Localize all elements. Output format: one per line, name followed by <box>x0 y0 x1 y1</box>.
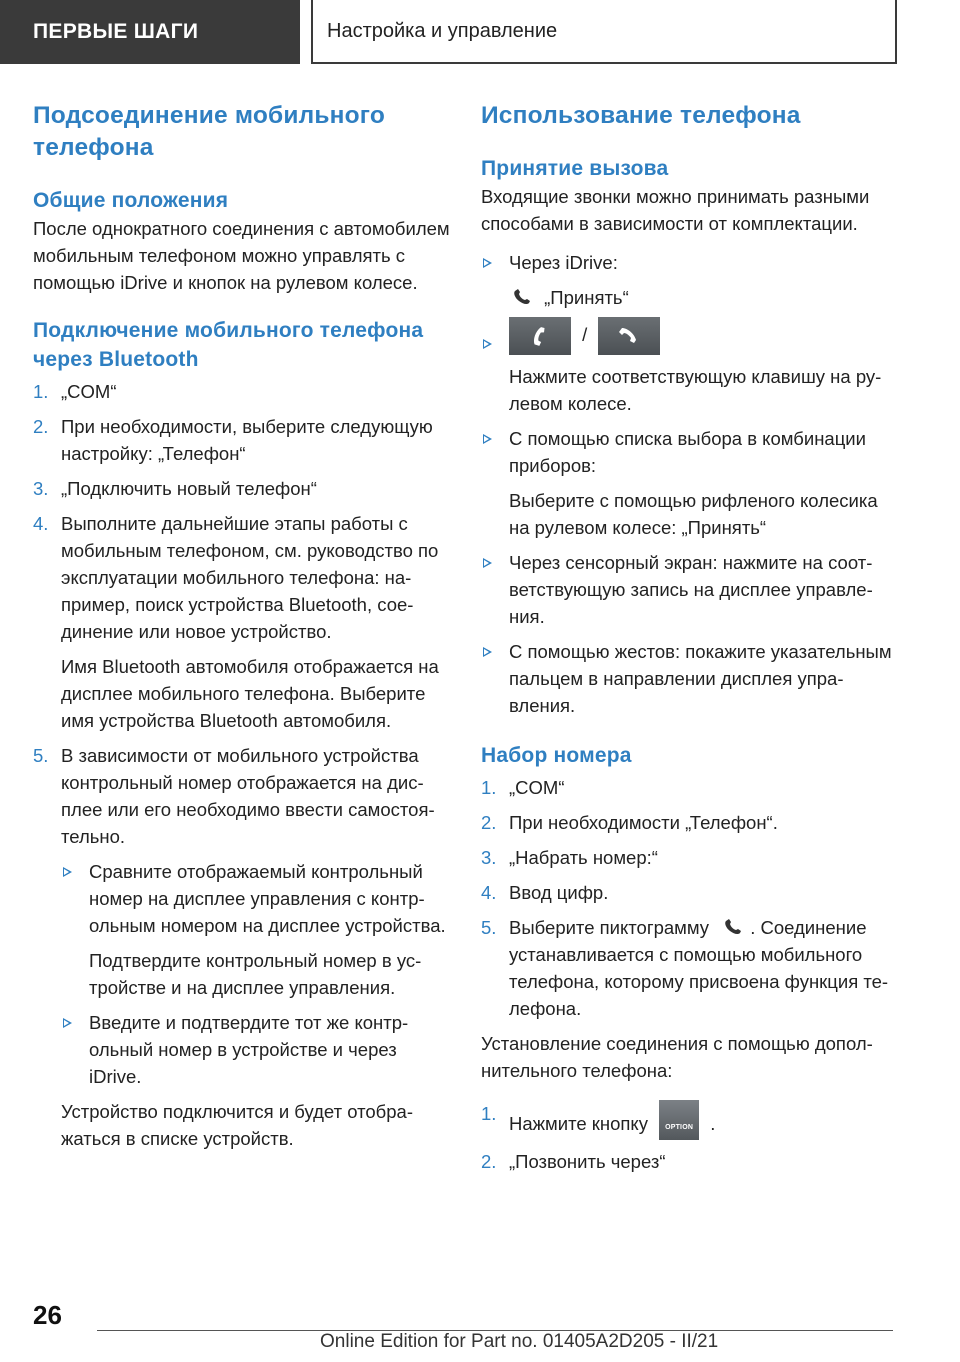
bullet-item <box>61 1009 453 1090</box>
bullet-item <box>481 425 901 541</box>
footer-edition: Online Edition for Part no. 01405A2D205 - II/21 <box>320 1331 719 1352</box>
list-item <box>33 742 453 1152</box>
option-button-icon: OPTION <box>659 1100 699 1140</box>
triangle-bullet-icon <box>483 434 492 444</box>
heading-use-phone: Использование телефона <box>481 102 801 129</box>
step-text: Выполните дальнейшие этапы работы с мобильным телефоном, см. руководство по эксплуатации мобильного телефона: например, поиск устройства Bluetooth, соединение или новое устройство. <box>61 513 439 642</box>
step-number: 3. <box>481 847 497 868</box>
closing-text: Устройство подключится и будет отображаться в списке устройств. <box>61 1101 413 1149</box>
bullet-item <box>61 858 453 1001</box>
accept-intro: Входящие звонки можно принимать разными способами в зависимости от комплектации. <box>481 186 870 234</box>
list-item <box>33 510 453 734</box>
heading-bluetooth: Подключение мобильного телефона через Bluetooth <box>33 319 424 371</box>
triangle-bullet-icon <box>483 558 492 568</box>
step-text-continued: . <box>710 1113 716 1134</box>
bullet-text-continued: Выберите с помощью рифленого колесика на рулевом колесе: „Принять“ <box>509 490 878 538</box>
step-number: 5. <box>33 745 49 766</box>
triangle-bullet-icon <box>483 647 492 657</box>
end-call-button-icon <box>598 317 660 355</box>
list-item <box>33 413 453 467</box>
bullet-text-continued: Подтвердите контрольный номер в устройстве и на дисплее управления. <box>89 950 422 998</box>
triangle-bullet-icon <box>483 339 492 349</box>
accept-call-button-icon <box>509 317 571 355</box>
bullet-text: Введите и подтвердите тот же контрольный номер в устройстве и через iDrive. <box>89 1012 409 1087</box>
step-number: 1. <box>481 777 497 798</box>
step-number: 4. <box>481 882 497 903</box>
triangle-bullet-icon <box>483 258 492 268</box>
general-text: После однократного соединения с автомобилем мобильным телефоном можно управлять с помощью iDrive и кнопок на рулевом колесе. <box>33 218 450 293</box>
step-text: „Набрать номер:“ <box>509 847 658 868</box>
step-number: 3. <box>33 478 49 499</box>
bluetooth-steps <box>33 378 453 1152</box>
triangle-bullet-icon <box>63 867 72 877</box>
list-item <box>481 774 901 801</box>
list-item <box>481 844 901 871</box>
bullet-item <box>481 317 901 417</box>
bullet-text: С помощью жестов: покажите указательным пальцем в направлении дисплея управления. <box>509 641 892 716</box>
step-number: 1. <box>33 381 49 402</box>
list-item <box>481 1100 901 1140</box>
list-item <box>481 809 901 836</box>
step-text: В зависимости от мобильного устройства контрольный номер отображается на дисплее или его необходимо ввести самостоятельно. <box>61 745 435 847</box>
bullet-text: Нажмите соответствующую клавишу на рулевом колесе. <box>509 366 882 414</box>
section-tab: ПЕРВЫЕ ШАГИ <box>0 0 300 64</box>
triangle-bullet-icon <box>63 1018 72 1028</box>
step-text: Выберите пиктограмму <box>509 917 710 938</box>
step-number: 4. <box>33 513 49 534</box>
step-number: 2. <box>481 1151 497 1172</box>
extra-phone-text: Установление соединения с помощью дополнительного телефона: <box>481 1033 873 1081</box>
phone-icon <box>720 917 746 937</box>
extra-phone-steps <box>481 1100 901 1175</box>
step-text: „COM“ <box>509 777 565 798</box>
page-number: 26 <box>33 1300 62 1330</box>
list-item <box>481 1148 901 1175</box>
separator: / <box>582 323 588 345</box>
step-text: Нажмите кнопку <box>509 1113 648 1134</box>
bullet-item <box>481 549 901 630</box>
list-item <box>33 378 453 405</box>
bullet-text: С помощью списка выбора в комбинации приборов: <box>509 428 866 476</box>
step-number: 2. <box>33 416 49 437</box>
heading-general: Общие положения <box>33 189 229 212</box>
step-text: „Подключить новый телефон“ <box>61 478 317 499</box>
bullet-text: Сравните отображаемый контрольный номер на дисплее управления с контрольным номером на дисплее устройства. <box>89 861 446 936</box>
right-column <box>481 100 901 1183</box>
step-text-continued: . Соединение устанавливается с помощью мобильного телефона, которому присвоена функция телефона. <box>509 917 889 1019</box>
heading-dial-number: Набор номера <box>481 744 632 767</box>
list-item <box>481 914 901 1022</box>
step-text-continued: Имя Bluetooth автомобиля отображается на дисплее мобильного телефона. Выберите имя устройства Bluetooth автомобиля. <box>61 656 439 731</box>
list-item <box>33 475 453 502</box>
accept-label: „Принять“ <box>544 287 629 308</box>
bullet-text: Через сенсорный экран: нажмите на соответствующую запись на дисплее управления. <box>509 552 873 627</box>
step-text: Ввод цифр. <box>509 882 609 903</box>
heading-accept-call: Принятие вызова <box>481 157 669 180</box>
step-number: 5. <box>481 917 497 938</box>
bullet-item <box>481 638 901 719</box>
left-column <box>33 100 453 1160</box>
step-text: „Позвонить через“ <box>509 1151 666 1172</box>
bullet-item <box>481 249 901 311</box>
step-number: 2. <box>481 812 497 833</box>
step-text: При необходимости, выберите следующую настройку: „Телефон“ <box>61 416 433 464</box>
bullet-text: Через iDrive: <box>509 252 618 273</box>
step-text: При необходимости „Телефон“. <box>509 812 778 833</box>
step-text: „COM“ <box>61 381 117 402</box>
heading-connect-phone: Подсоединение мобильного телефона <box>33 102 386 161</box>
step-number: 1. <box>481 1103 497 1124</box>
phone-icon <box>509 287 535 307</box>
list-item <box>481 879 901 906</box>
dial-steps <box>481 774 901 1022</box>
chapter-title: Настройка и управление <box>311 0 897 64</box>
